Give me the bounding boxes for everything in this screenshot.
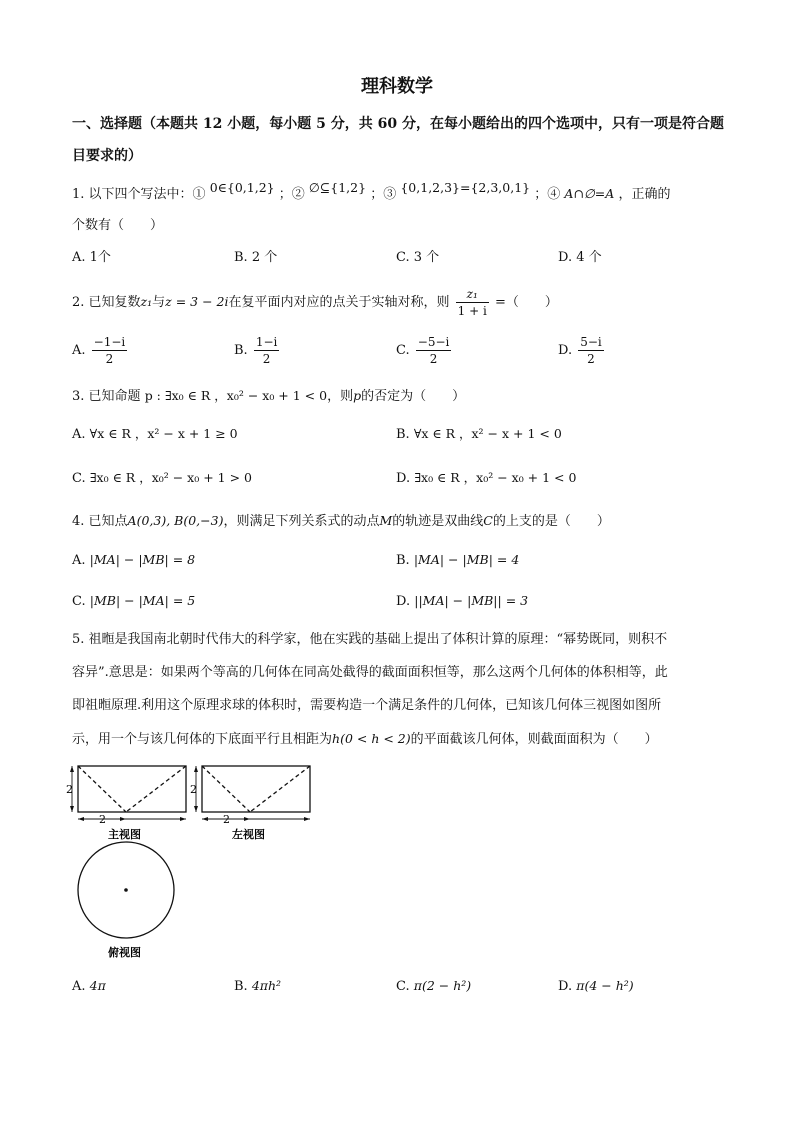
- q1-option-d[interactable]: D. 4 个: [558, 250, 602, 265]
- question-5-line-4: [72, 728, 658, 747]
- q1-math-2: ∅⊆{1,2}: [308, 180, 367, 195]
- q2-option-a[interactable]: [72, 334, 129, 367]
- front-view-diagram: [70, 766, 186, 821]
- q2-option-d-fraction: [578, 334, 604, 367]
- q4-option-d-math: ||MA| − |MB|| = 3: [414, 593, 529, 608]
- side-width-label: 2: [223, 813, 230, 826]
- q5-option-a-label: A.: [72, 979, 86, 994]
- q4-text-3: 的上支的是（ ）: [492, 514, 610, 529]
- page-title: 理科数学: [361, 76, 433, 97]
- q1-option-b[interactable]: B. 2 个: [234, 250, 278, 265]
- question-5-line-3: 即祖暅原理.利用这个原理求球的体积时，需要构造一个满足条件的几何体，已知该几何体三视图如图所: [72, 698, 662, 713]
- q1-sep-2: ；②: [278, 187, 305, 202]
- q2-option-c-fraction: [416, 334, 452, 367]
- q3-option-a-math: ∀x ∈ R ，x² − x + 1 ≥ 0: [89, 426, 238, 441]
- q4-option-a-math: |MA| − |MB| = 8: [89, 552, 196, 567]
- q5-option-b[interactable]: [234, 978, 281, 994]
- q2-option-a-label: A.: [72, 343, 86, 358]
- q2-option-d-label: D.: [558, 343, 573, 358]
- q4-text-1: ，则满足下列关系式的动点: [223, 514, 380, 529]
- q1-math-3: {0,1,2,3}={2,3,0,1}: [400, 180, 531, 195]
- q3-option-b-label: B.: [396, 427, 410, 442]
- q3-text-2: 的否定为（ ）: [361, 389, 466, 404]
- q5-option-a-math: 4π: [89, 978, 106, 993]
- q5-option-d-math: π(4 − h²): [576, 978, 634, 993]
- q1-option-a[interactable]: A. 1个: [72, 250, 111, 265]
- q3-p: p: [353, 388, 362, 403]
- q2-option-b-num: 1−i: [255, 335, 278, 349]
- q5-line4-b: 的平面截该几何体，则截面面积为（ ）: [410, 732, 658, 747]
- q2-z: z = 3 − 2i: [165, 294, 229, 309]
- q1-prefix: 1. 以下四个写法中：①: [72, 187, 206, 202]
- q4-option-a-label: A.: [72, 553, 86, 568]
- question-5-line-1: 5. 祖暅是我国南北朝时代伟大的科学家，他在实践的基础上提出了体积计算的原理：“幂势既同，则积不: [72, 632, 668, 647]
- q2-option-b-fraction: [254, 334, 280, 367]
- q3-option-b[interactable]: [396, 424, 562, 442]
- q2-option-d-num: 5−i: [580, 335, 602, 349]
- q1-option-c[interactable]: C. 3 个: [396, 250, 440, 265]
- q2-option-a-num: −1−i: [93, 335, 126, 349]
- q2-option-b-den: 2: [262, 352, 271, 366]
- q2-option-c-label: C.: [396, 343, 410, 358]
- top-view-label: 俯视图: [108, 946, 141, 959]
- q1-sep-5: ，正确的: [618, 187, 671, 202]
- q1-sep-3: ；③: [370, 187, 397, 202]
- q4-m: M: [379, 513, 393, 528]
- q2-tail: =（ ）: [494, 295, 558, 310]
- q4-option-b-math: |MA| − |MB| = 4: [413, 552, 520, 567]
- q3-option-a-label: A.: [72, 427, 86, 442]
- q4-c: C: [483, 513, 493, 528]
- q5-line4-a: 示，用一个与该几何体的下底面平行且相距为: [72, 732, 333, 747]
- q5-option-c-math: π(2 − h²): [413, 978, 472, 993]
- q4-option-c-math: |MB| − |MA| = 5: [89, 593, 196, 608]
- q3-option-a[interactable]: [72, 424, 238, 442]
- q2-option-b[interactable]: [234, 334, 281, 367]
- q3-prefix: 3. 已知命题: [72, 389, 141, 404]
- q5-option-c[interactable]: [396, 978, 471, 994]
- q2-option-d[interactable]: [558, 334, 606, 367]
- q3-option-c[interactable]: [72, 468, 252, 486]
- side-view-diagram: [194, 766, 310, 821]
- q1-math-4: A∩∅=A: [564, 186, 615, 201]
- q5-option-a[interactable]: [72, 978, 106, 994]
- q2-option-b-label: B.: [234, 343, 248, 358]
- top-view-center-dot: [124, 888, 128, 892]
- q1-math-1: 0∈{0,1,2}: [209, 180, 275, 195]
- q3-option-c-label: C.: [72, 471, 86, 486]
- section-header: 一、选择题（本题共 12 小题，每小题 5 分，共 60 分，在每小题给出的四个选项中，只有一项是符合题目要求的）: [72, 116, 724, 164]
- q2-fraction: [456, 286, 489, 319]
- q5-option-d-label: D.: [558, 979, 573, 994]
- q5-h-range: h(0 < h < 2): [332, 731, 411, 746]
- question-3-stem: [72, 385, 465, 404]
- q2-text-1: 与: [152, 295, 166, 310]
- q2-fraction-numerator: z₁: [456, 286, 489, 303]
- q3-proposition: p : ∃x₀ ∈ R ，x₀² − x₀ + 1 < 0: [144, 388, 328, 403]
- question-1-line-2: 个数有（ ）: [72, 218, 164, 233]
- side-view-label: 左视图: [232, 828, 265, 841]
- q3-option-c-math: ∃x₀ ∈ R ，x₀² − x₀ + 1 > 0: [89, 470, 252, 485]
- q1-sep-4: ；④: [534, 187, 561, 202]
- front-view-label: 主视图: [108, 828, 141, 841]
- question-2-stem: [72, 286, 558, 319]
- q2-option-a-fraction: [92, 334, 128, 367]
- q2-prefix: 2. 已知复数: [72, 295, 141, 310]
- q2-option-c-den: 2: [429, 352, 438, 366]
- q4-option-d-label: D.: [396, 594, 411, 609]
- question-5-line-2: 容异”.意思是：如果两个等高的几何体在同高处截得的截面面积恒等，那么这两个几何体的体积相等，此: [72, 665, 668, 680]
- q2-z1: z₁: [140, 294, 153, 309]
- q2-option-c[interactable]: [396, 334, 453, 367]
- q2-text-2: 在复平面内对应的点关于实轴对称，则: [228, 295, 450, 310]
- q3-text-1: ，则: [327, 389, 354, 404]
- q4-option-d[interactable]: [396, 593, 528, 609]
- q4-option-b[interactable]: [396, 552, 519, 568]
- q3-option-d-label: D.: [396, 471, 411, 486]
- q2-option-c-num: −5−i: [417, 335, 450, 349]
- q4-option-a[interactable]: [72, 552, 195, 568]
- three-view-figure: [66, 760, 316, 965]
- q4-points: A(0,3), B(0,−3): [127, 513, 224, 528]
- q3-option-d[interactable]: [396, 468, 576, 486]
- q4-option-c-label: C.: [72, 594, 86, 609]
- q4-option-c[interactable]: [72, 593, 195, 609]
- q3-option-b-math: ∀x ∈ R ，x² − x + 1 < 0: [413, 426, 562, 441]
- q4-prefix: 4. 已知点: [72, 514, 128, 529]
- q2-option-d-den: 2: [587, 352, 595, 366]
- q5-option-b-math: 4πh²: [251, 978, 282, 993]
- q5-option-b-label: B.: [234, 979, 248, 994]
- q5-option-d[interactable]: [558, 978, 634, 994]
- q3-option-d-math: ∃x₀ ∈ R ，x₀² − x₀ + 1 < 0: [414, 470, 577, 485]
- q2-option-a-den: 2: [105, 352, 114, 366]
- side-height-label: 2: [190, 783, 197, 796]
- question-4-stem: [72, 510, 610, 529]
- q5-option-c-label: C.: [396, 979, 410, 994]
- front-width-label: 2: [99, 813, 106, 826]
- q2-fraction-denominator: 1 + i: [457, 304, 487, 318]
- q4-text-2: 的轨迹是双曲线: [392, 514, 484, 529]
- front-height-label: 2: [66, 783, 73, 796]
- q4-option-b-label: B.: [396, 553, 410, 568]
- question-1-line-1: [72, 180, 671, 202]
